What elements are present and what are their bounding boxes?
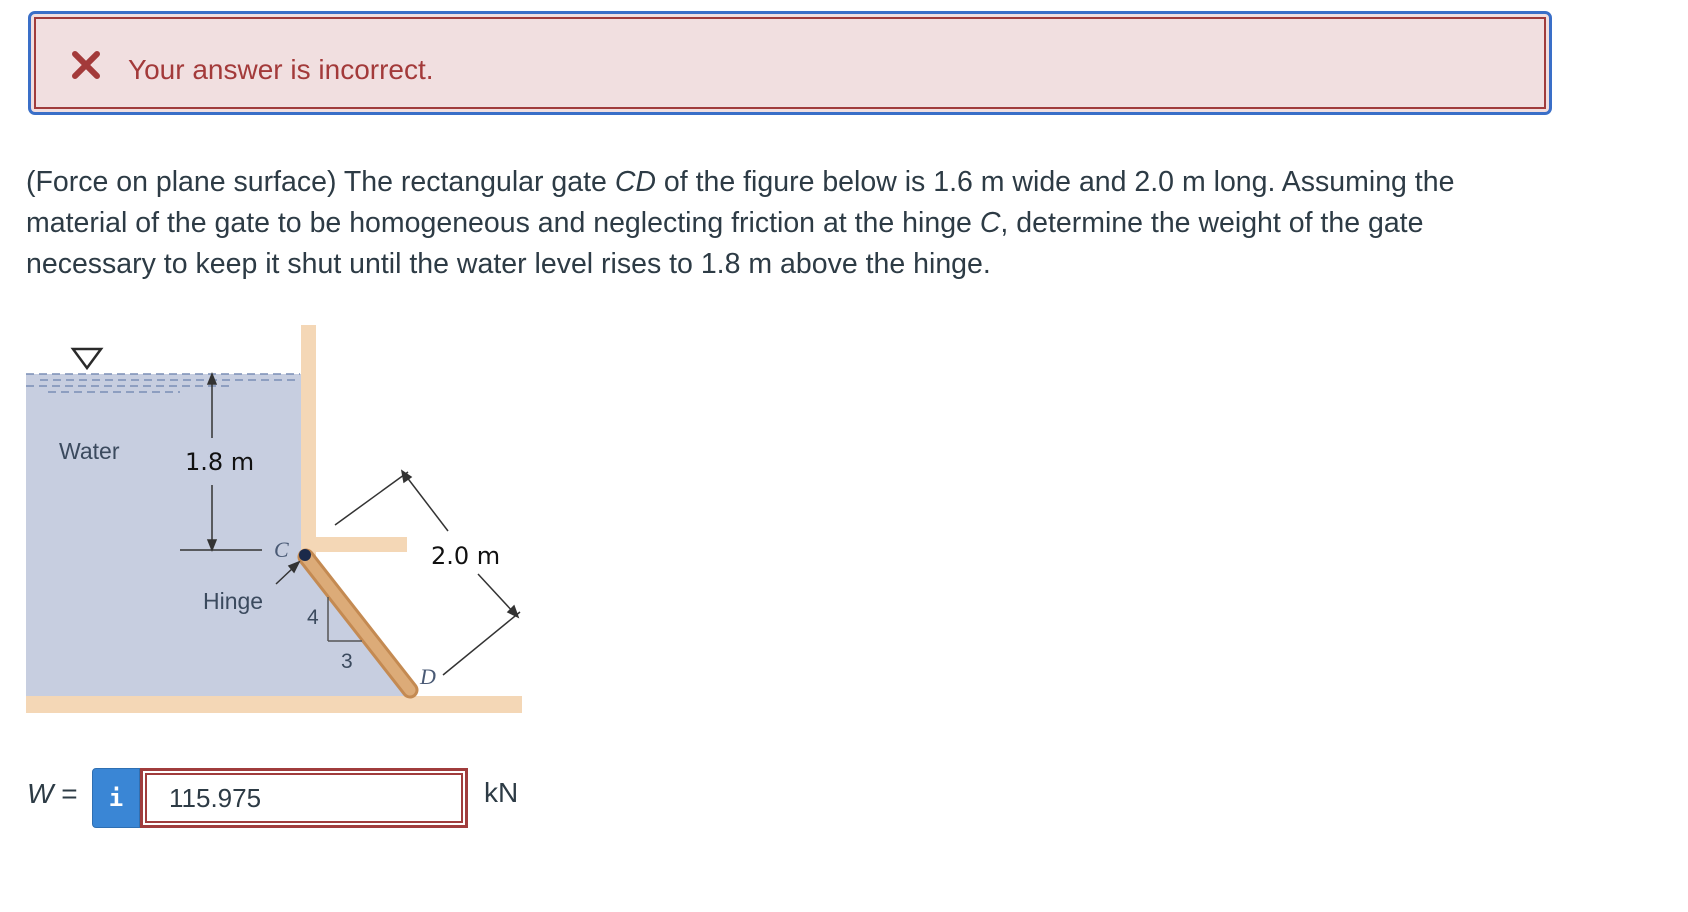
question-text	[26, 162, 1526, 285]
vertical-wall	[301, 325, 316, 559]
answer-field[interactable]	[140, 768, 468, 828]
point-c-label: C	[274, 537, 289, 562]
question-part-3: , determine the weight of the gate necessary to keep it shut until the water level rises to 1.8 m above the hinge.	[26, 207, 1424, 280]
question-part-1: (Force on plane surface) The rectangular gate	[26, 166, 615, 198]
x-mark-icon	[68, 47, 104, 83]
gate-figure	[0, 320, 540, 720]
water-label: Water	[59, 438, 120, 464]
free-surface-symbol-icon	[73, 349, 101, 368]
ground	[26, 696, 522, 713]
answer-equals: =	[53, 778, 78, 809]
answer-input[interactable]	[143, 771, 465, 825]
point-d-label: D	[420, 664, 436, 689]
water-region	[26, 374, 416, 697]
answer-unit: kN	[484, 777, 519, 808]
feedback-banner	[28, 11, 1552, 115]
depth-label: 1.8 m	[185, 448, 255, 476]
hinge-point	[299, 549, 311, 561]
length-label: 2.0 m	[431, 542, 501, 570]
question-part-2: of the figure below is 1.6 m wide and 2.0 m long. Assuming the material of the gate to be homogeneous and neglecting friction at the hinge	[26, 166, 1455, 239]
info-button[interactable]	[92, 768, 140, 828]
gate-name: CD	[614, 166, 656, 198]
hinge-name: C	[979, 207, 1001, 239]
feedback-message: Your answer is incorrect.	[128, 54, 434, 85]
horizontal-ledge	[301, 537, 407, 552]
answer-variable: W	[27, 778, 54, 809]
feedback-banner-inner	[34, 17, 1546, 109]
slope-rise-label: 4	[307, 606, 319, 629]
info-icon: i	[108, 784, 124, 812]
hinge-label: Hinge	[203, 588, 264, 614]
answer-variable-label	[27, 778, 78, 810]
slope-run-label: 3	[341, 650, 353, 673]
